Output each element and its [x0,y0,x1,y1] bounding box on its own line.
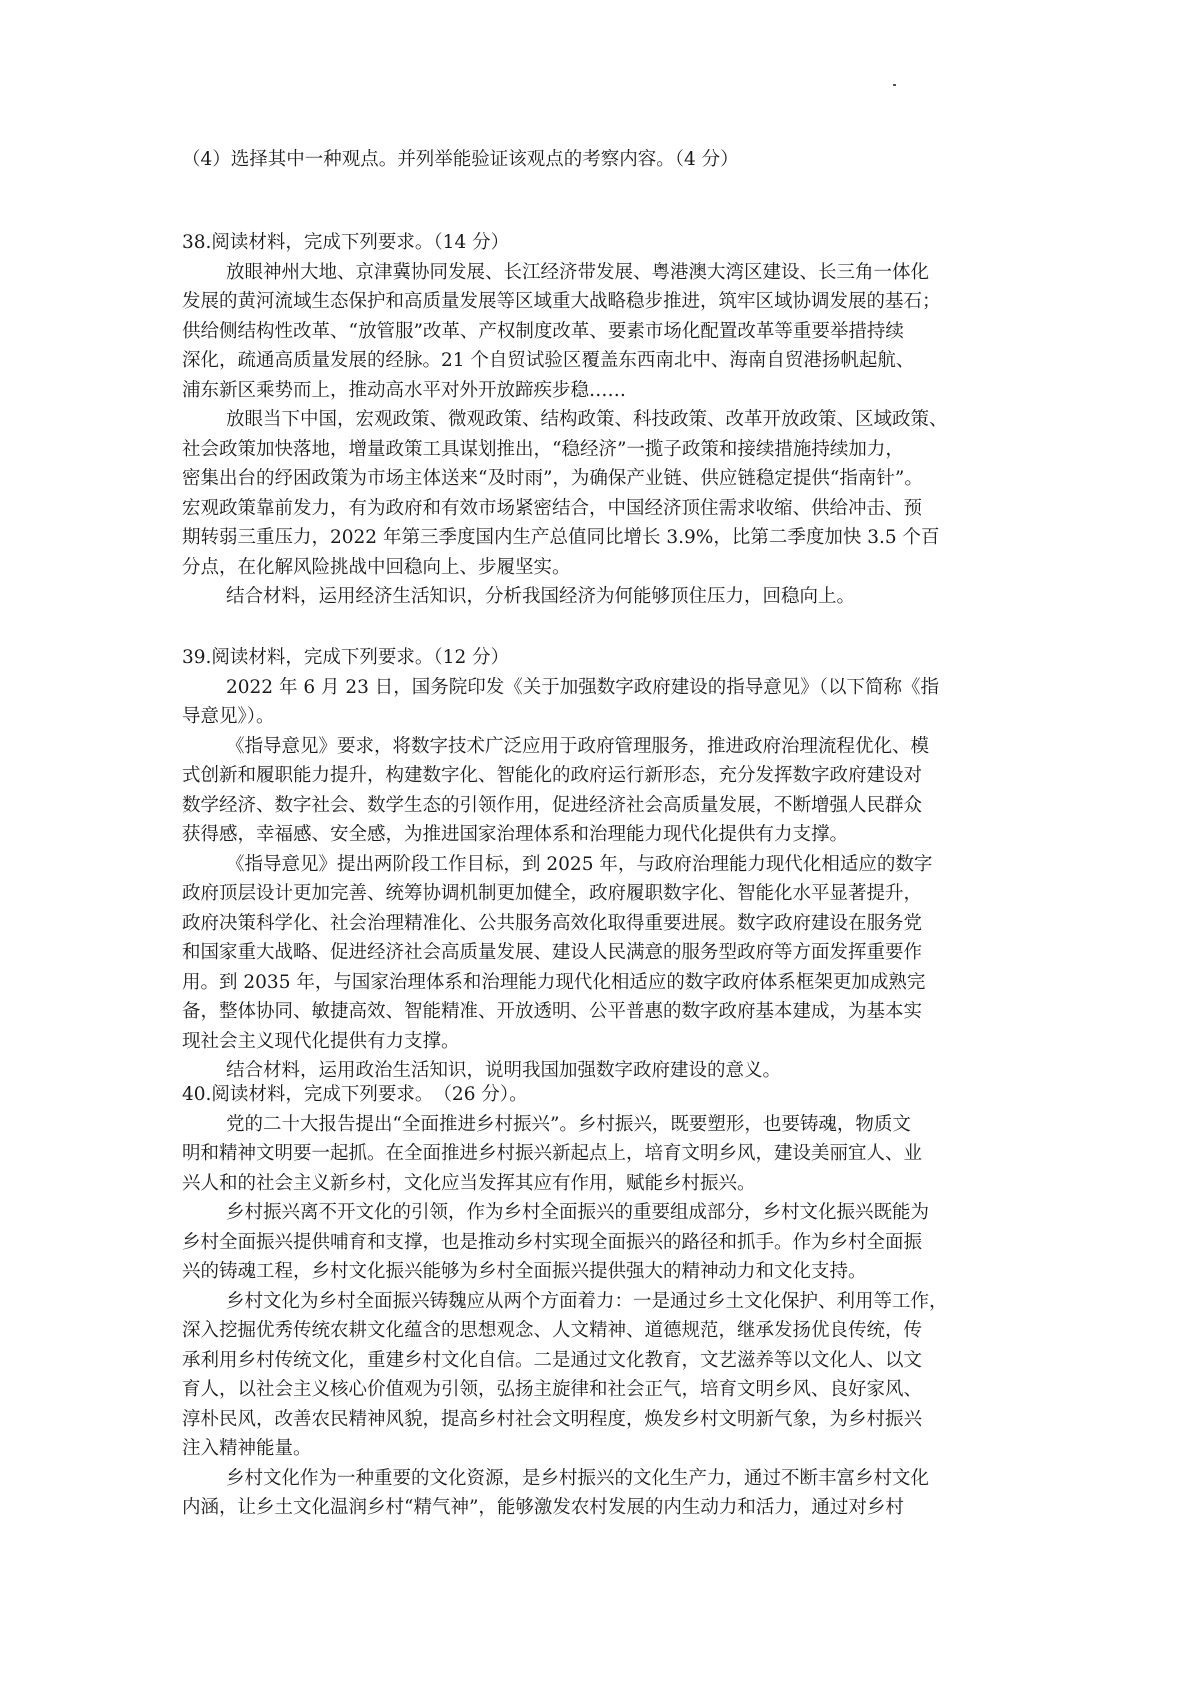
question-40 [182,1080,1062,1523]
text-line: 注入精神能量。 [182,1438,312,1459]
question-39-heading: 39.阅读材料，完成下列要求。（12 分） [182,647,510,668]
text-line: 社会政策加快落地，增量政策工具谋划推出，“稳经济”一揽子政策和接续措施持续加力， [182,438,904,460]
text-line: 党的二十大报告提出“全面推进乡村振兴”。乡村振兴，既要塑形，也要铸魂，物质文 [226,1113,911,1135]
text-line: 乡村振兴离不开文化的引领，作为乡村全面振兴的重要组成部分，乡村文化振兴既能为 [226,1202,930,1223]
text-line: 发展的黄河流域生态保护和高质量发展等区域重大战略稳步推进，筑牢区域协调发展的基石； [182,291,941,312]
question-38-body [182,258,1062,612]
question-39 [182,643,1062,1086]
question-38-heading: 38.阅读材料，完成下列要求。（14 分） [182,232,510,253]
question-38 [182,228,1062,612]
text-line: 政府决策科学化、社会治理精准化、公共服务高效化取得重要进展。数字政府建设在服务党 [182,912,923,934]
question-40-body [182,1110,1062,1523]
text-line: 现社会主义现代化提供有力支撑。 [182,1030,460,1052]
text-line: 乡村文化作为一种重要的文化资源，是乡村振兴的文化生产力，通过不断丰富乡村文化 [226,1467,930,1489]
text-line: 《指导意见》提出两阶段工作目标，到 2025 年，与政府治理能力现代化相适应的数字 [226,853,933,875]
text-line: 乡村文化为乡村全面振兴铸魏应从两个方面着力：一是通过乡土文化保护、利用等工作， [226,1290,948,1312]
text-line: 政府顶层设计更加完善、统筹协调机制更加健全，政府履职数字化、智能化水平显著提升， [182,883,923,904]
text-line: 供给侧结构性改革、“放管服”改革、产权制度改革、要素市场化配置改革等重要举措持续 [182,320,904,342]
question-40-heading: 40.阅读材料，完成下列要求。 （26 分）。 [182,1084,528,1105]
text-line: 内涵，让乡土文化温润乡村“精气神”，能够激发农村发展的内生动力和活力，通过对乡村 [182,1497,904,1518]
scan-mark [893,84,896,86]
text-line: 式创新和履职能力提升，构建数字化、智能化的政府运行新形态，充分发挥数字政府建设对 [182,765,923,786]
text-line: 宏观政策靠前发力，有为政府和有效市场紧密结合，中国经济顶住需求收缩、供给冲击、预 [182,497,923,519]
text-line: 兴人和的社会主义新乡村，文化应当发挥其应有作用，赋能乡村振兴。 [182,1172,756,1194]
text-line: 承利用乡村传统文化，重建乡村文化自信。二是通过文化教育，文艺滋养等以文化人、以文 [182,1349,923,1371]
text-line: 数学经济、数字社会、数学生态的引领作用，促进经济社会高质量发展，不断增强人民群众 [182,794,923,816]
question-39-body [182,673,1062,1086]
text-line: 密集出台的纾困政策为市场主体送来“及时雨”，为确保产业链、供应链稳定提供“指南针”。 [182,468,923,489]
text-line: 结合材料，运用经济生活知识，分析我国经济为何能够顶住压力，回稳向上。 [226,586,856,607]
text-line: 浦东新区乘势而上，推动高水平对外开放蹄疾步稳…… [182,379,627,401]
text-line: 放眼当下中国，宏观政策、微观政策、结构政策、科技政策、改革开放政策、区域政策、 [226,409,948,430]
text-line: 乡村全面振兴提供哺育和支撑，也是推动乡村实现全面振兴的路径和抓手。作为乡村全面振 [182,1231,923,1253]
question-4-prompt: （4）选择其中一种观点。并列举能验证该观点的考察内容。（4 分） [182,149,739,170]
text-line: 导意见》）。 [182,706,275,727]
text-line: 和国家重大战略、促进经济社会高质量发展、建设人民满意的服务型政府等方面发挥重要作 [182,942,923,963]
text-line: 《指导意见》要求，将数字技术广泛应用于政府管理服务，推进政府治理流程优化、模 [226,735,930,757]
text-line: 深入挖掘优秀传统农耕文化蕴含的思想观念、人文精神、道德规范，继承发扬优良传统，传 [182,1320,923,1341]
text-line: 淳朴民风，改善农民精神风貌，提高乡村社会文明程度，焕发乡村文明新气象，为乡村振兴 [182,1408,923,1430]
text-line: 明和精神文明要一起抓。在全面推进乡村振兴新起点上，培育文明乡风，建设美丽宜人、业 [182,1143,923,1164]
text-line: 获得感，幸福感、安全感，为推进国家治理体系和治理能力现代化提供有力支撑。 [182,824,849,845]
text-line: 深化，疏通高质量发展的经脉。21 个自贸试验区覆盖东西南北中、海南自贸港扬帆起航、 [182,350,915,371]
text-line: 放眼神州大地、京津冀协同发展、长江经济带发展、粤港澳大湾区建设、长三角一体化 [226,261,930,283]
text-line: 育人，以社会主义核心价值观为引领，弘扬主旋律和社会正气，培育文明乡风、良好家风、 [182,1379,923,1400]
text-line: 分点，在化解风险挑战中回稳向上、步履坚实。 [182,556,571,578]
text-line: 2022 年 6 月 23 日，国务院印发《关于加强数字政府建设的指导意见》（以下简称《指 [226,676,940,698]
text-line: 用。到 2035 年，与国家治理体系和治理能力现代化相适应的数字政府体系框架更加成熟完 [182,971,926,993]
text-line: 期转弱三重压力，2022 年第三季度国内生产总值同比增长 3.9%，比第二季度加快 3.5 个百 [182,527,940,548]
text-line: 备，整体协同、敏捷高效、智能精准、开放透明、公平普惠的数字政府基本建成，为基本实 [182,1001,923,1022]
text-line: 兴的铸魂工程，乡村文化振兴能够为乡村全面振兴提供强大的精神动力和文化支持。 [182,1261,867,1282]
text-line: 结合材料，运用政治生活知识，说明我国加强数字政府建设的意义。 [226,1060,782,1081]
